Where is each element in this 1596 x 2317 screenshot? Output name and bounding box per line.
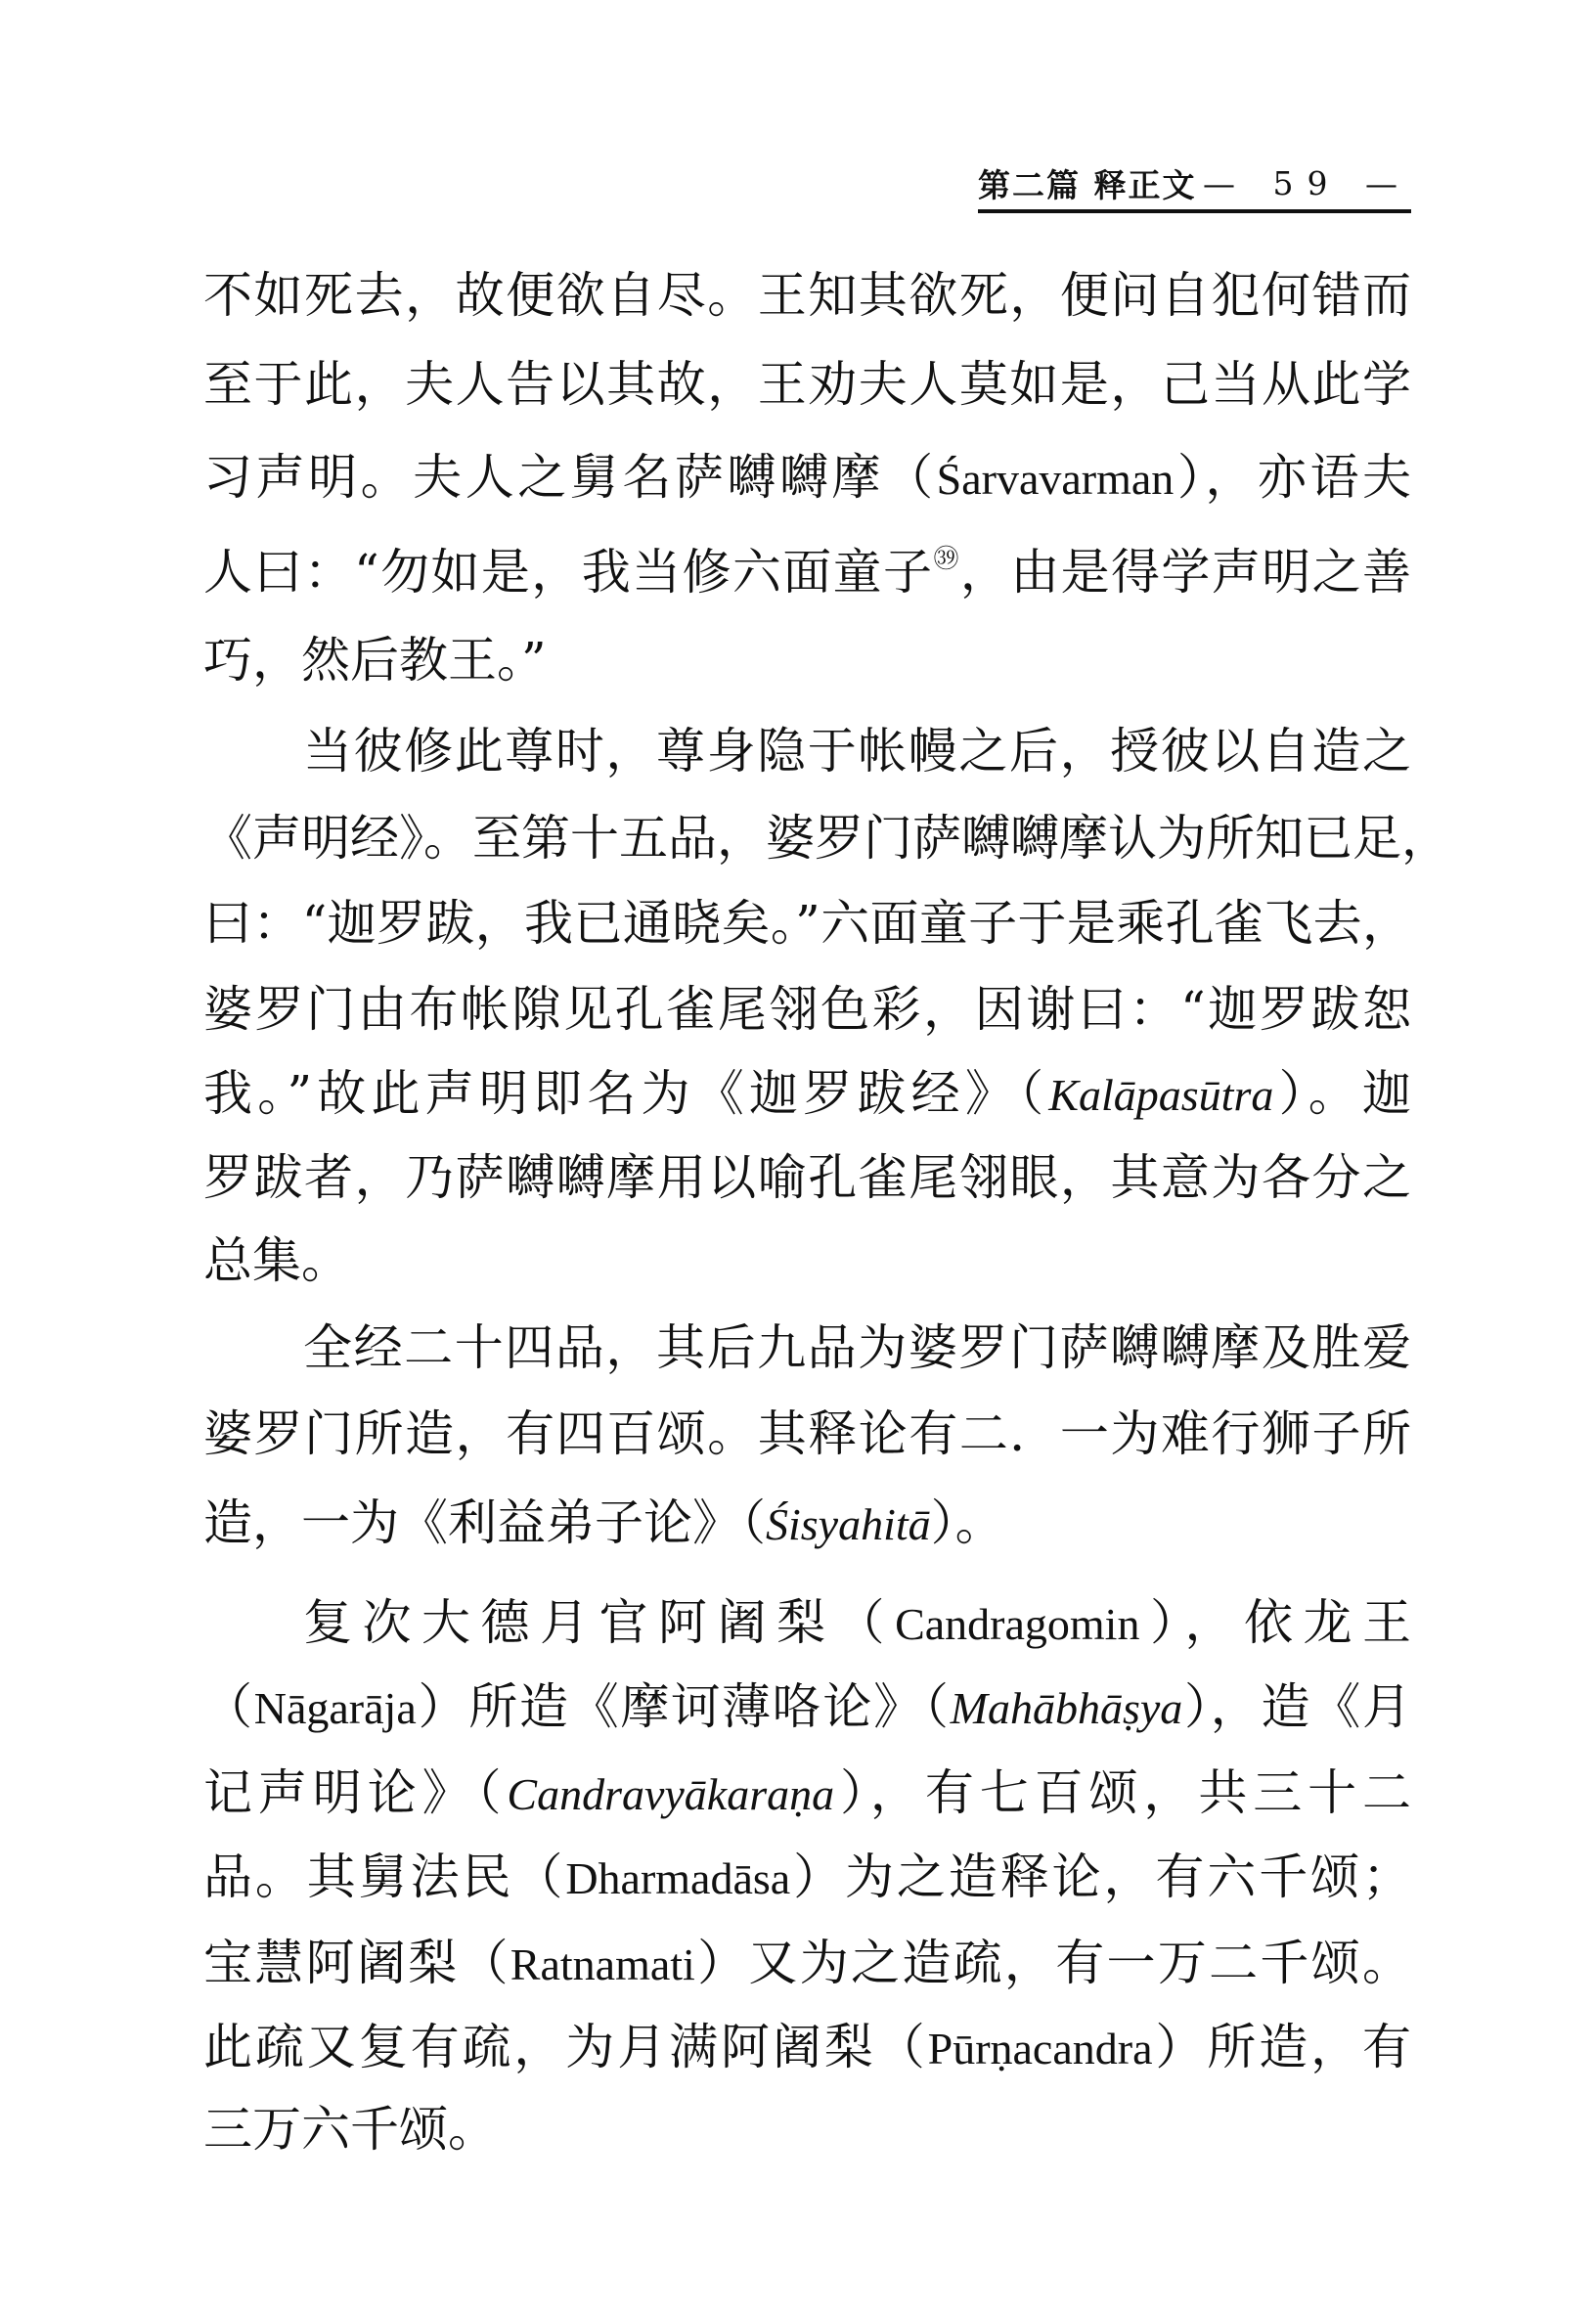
text-segment: 当彼修此尊时，尊身隐于帐幔之后，授彼以自造之 bbox=[303, 723, 1411, 780]
sanskrit-term: Candravyākaraṇa bbox=[507, 1769, 835, 1819]
text-segment: 习声明。夫人之舅名萨嚩嚩摩（ bbox=[203, 449, 937, 506]
text-line bbox=[203, 1848, 1411, 1906]
text-segment: 三万六千颂。 bbox=[203, 2101, 497, 2158]
text-segment: 婆罗门由布帐隙见孔雀尾翎色彩，因谢曰：“迦罗跋恕 bbox=[203, 981, 1411, 1038]
text-line bbox=[203, 355, 1411, 414]
text-segment: ）。 bbox=[930, 1494, 1004, 1551]
text-segment: 巧，然后教王。” bbox=[203, 632, 547, 689]
section-title: 第二篇 释正文 bbox=[978, 165, 1197, 204]
text-segment: ，由是得学声明之善 bbox=[959, 544, 1411, 601]
sanskrit-term: Candragomin bbox=[895, 1599, 1140, 1649]
text-segment: （ bbox=[203, 1678, 254, 1735]
text-line bbox=[203, 2018, 1411, 2076]
sanskrit-term: Pūrṇacandra bbox=[927, 2024, 1153, 2073]
text-line bbox=[203, 1763, 1411, 1822]
sanskrit-term: Nāgarāja bbox=[253, 1683, 417, 1733]
text-segment: ），依龙王 bbox=[1139, 1594, 1411, 1651]
text-segment: 品。其舅法民（ bbox=[203, 1849, 566, 1905]
text-segment: 至于此，夫人告以其故，王劝夫人莫如是，己当从此学 bbox=[203, 356, 1411, 413]
text-segment: ）所造，有 bbox=[1152, 2019, 1412, 2075]
text-line bbox=[203, 1593, 1411, 1652]
text-segment: ）。迦 bbox=[1273, 1065, 1412, 1122]
text-segment: ）又为之造疏，有一万二千颂。 bbox=[694, 1935, 1411, 1991]
text-segment: ），造《月 bbox=[1182, 1678, 1412, 1735]
text-line bbox=[203, 894, 1411, 953]
text-segment: 罗跋者，乃萨嚩嚩摩用以喻孔雀尾翎眼，其意为各分之 bbox=[203, 1149, 1411, 1206]
text-segment: 我。”故此声明即名为《迦罗跋经》（ bbox=[203, 1065, 1049, 1122]
text-line bbox=[203, 722, 1411, 780]
text-segment: 人曰：“勿如是，我当修六面童子 bbox=[203, 544, 934, 601]
text-line bbox=[203, 1677, 1411, 1736]
text-line bbox=[203, 1064, 1411, 1123]
sanskrit-term: Dharmadāsa bbox=[565, 1853, 791, 1903]
sanskrit-term: Śisyahitā bbox=[766, 1499, 931, 1549]
text-line bbox=[203, 1493, 1411, 1552]
text-line bbox=[203, 1404, 1411, 1463]
sanskrit-term: Ratnamati bbox=[510, 1939, 695, 1989]
text-segment: 不如死去，故便欲自尽。王知其欲死，便问自犯何错而 bbox=[203, 267, 1411, 324]
text-line bbox=[203, 1318, 1411, 1377]
text-segment: 造，一为《利益弟子论》（ bbox=[203, 1494, 766, 1551]
text-segment: ），有七百颂，共三十二 bbox=[834, 1764, 1412, 1821]
footnote-marker: ㊴ bbox=[933, 545, 960, 574]
text-segment: 《声明经》。至第十五品，婆罗门萨嚩嚩摩认为所知已足， bbox=[203, 810, 1450, 867]
text-line bbox=[203, 980, 1411, 1039]
text-line bbox=[203, 543, 1411, 602]
sanskrit-term: Kalāpasūtra bbox=[1048, 1070, 1274, 1120]
text-segment: 此疏又复有疏，为月满阿阇梨（ bbox=[203, 2019, 928, 2075]
text-segment: 总集。 bbox=[203, 1232, 350, 1289]
text-segment: 婆罗门所造，有四百颂。其释论有二．一为难行狮子所 bbox=[203, 1405, 1411, 1462]
text-line bbox=[203, 2100, 1411, 2159]
text-segment: 全经二十四品，其后九品为婆罗门萨嚩嚩摩及胜爱 bbox=[303, 1319, 1411, 1376]
text-line bbox=[203, 1231, 1411, 1290]
text-line bbox=[203, 448, 1411, 507]
sanskrit-term: Śarvavarman bbox=[936, 454, 1175, 504]
sanskrit-term: Mahābhāṣya bbox=[950, 1683, 1183, 1733]
text-segment: 复次大德月官阿阇梨（ bbox=[303, 1594, 896, 1651]
text-line bbox=[203, 1934, 1411, 1992]
text-segment: ）所造《摩诃薄咯论》（ bbox=[416, 1678, 951, 1735]
running-header bbox=[978, 156, 1411, 213]
text-segment: ）为之造释论，有六千颂； bbox=[790, 1849, 1412, 1905]
text-line bbox=[203, 266, 1411, 325]
text-line bbox=[203, 809, 1450, 868]
text-line bbox=[203, 631, 1411, 690]
text-segment: 记声明论》（ bbox=[203, 1764, 508, 1821]
text-segment: 宝慧阿阇梨（ bbox=[203, 1935, 510, 1991]
text-segment: ），亦语夫 bbox=[1174, 449, 1412, 506]
text-segment: 曰：“迦罗跋，我已通晓矣。”六面童子于是乘孔雀飞去， bbox=[203, 895, 1411, 952]
text-line bbox=[203, 1148, 1411, 1207]
page-number: — 59 — bbox=[1203, 163, 1411, 202]
